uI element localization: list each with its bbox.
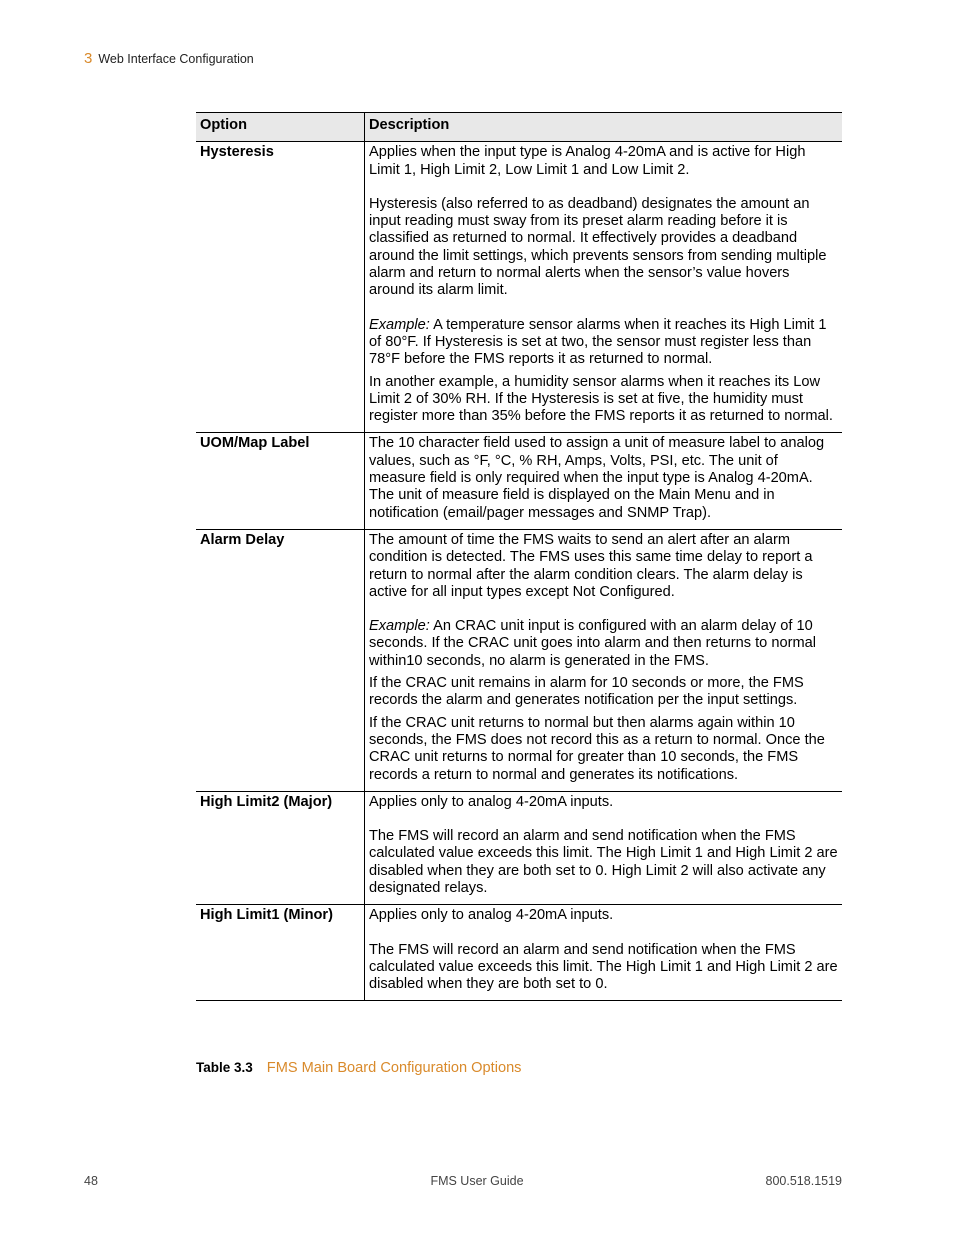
example-label: Example: [369,618,430,635]
table-row [196,791,842,904]
description-paragraph [369,144,838,179]
page-header [84,50,254,67]
description-paragraph [369,828,838,897]
option-name: Hysteresis [196,142,365,433]
option-description [365,433,843,529]
table-body [196,142,842,1001]
paragraph-text: Applies only to analog 4-20mA inputs. [369,793,614,810]
table-row [196,142,842,433]
table-row [196,905,842,1001]
option-name: High Limit2 (Major) [196,791,365,904]
description-paragraph [369,196,838,300]
option-name: High Limit1 (Minor) [196,905,365,1001]
paragraph-text: Applies only to analog 4-20mA inputs. [369,907,614,924]
paragraph-text: In another example, a humidity sensor alarms when it reaches its Low Limit 2 of 30% RH. If the Hysteresis is set at five, the humidity must register more than 35% before the FMS reports it as returned to normal. [369,373,833,425]
chapter-title: Web Interface Configuration [98,52,254,66]
table-header-row [196,113,842,142]
option-description [365,142,843,433]
description-paragraph [369,435,838,521]
paragraph-text: The FMS will record an alarm and send notification when the FMS calculated value exceeds this limit. The High Limit 1 and High Limit 2 are disabled when they are both set to 0. [369,941,838,993]
description-paragraph [369,317,838,369]
table-caption [196,1060,521,1076]
table-row [196,529,842,791]
chapter-number: 3 [84,50,93,67]
paragraph-text: The 10 character field used to assign a unit of measure label to analog values, such as °F, °C, % RH, Amps, Volts, PSI, etc. The unit of measure field is only required when the input type is Analog 4-20mA. The unit of measure field is displayed on the Main Menu and in notification (email/pager messages and SNMP Trap). [369,435,825,521]
option-description [365,905,843,1001]
document-title: FMS User Guide [430,1174,524,1188]
description-paragraph [369,618,838,670]
description-paragraph [369,907,838,924]
column-header-description: Description [365,113,843,142]
caption-label: Table 3.3 [196,1060,253,1075]
description-paragraph [369,942,838,994]
configuration-options-table [196,112,842,1001]
caption-title: FMS Main Board Configuration Options [266,1060,522,1076]
paragraph-text: If the CRAC unit remains in alarm for 10 seconds or more, the FMS records the alarm and generates notification per the input settings. [369,675,804,709]
column-header-option: Option [196,113,365,142]
option-description [365,529,843,791]
option-description [365,791,843,904]
table-row [196,433,842,529]
description-paragraph [369,715,838,784]
paragraph-text: Applies when the input type is Analog 4-20mA and is active for High Limit 1, High Limit 2, Low Limit 1 and Low Limit 2. [369,144,806,178]
phone-number: 800.518.1519 [765,1174,842,1188]
option-name: UOM/Map Label [196,433,365,529]
description-paragraph [369,794,838,811]
option-name: Alarm Delay [196,529,365,791]
paragraph-text: An CRAC unit input is configured with an alarm delay of 10 seconds. If the CRAC unit goes into alarm and then returns to normal within10 seconds, no alarm is generated in the FMS. [369,618,816,669]
paragraph-text: A temperature sensor alarms when it reaches its High Limit 1 of 80°F. If Hysteresis is set at two, the sensor must register less than 78°F before the FMS reports it as returned to normal. [369,316,827,368]
paragraph-text: Hysteresis (also referred to as deadband) designates the amount an input reading must sway from its preset alarm reading before it is classified as returned to normal. It effectively provides a deadband around the limit settings, which prevents sensors from sending multiple alarm and return to normal alerts when the sensor’s value hovers around its alarm limit. [369,195,827,299]
page-number: 48 [84,1174,98,1188]
description-paragraph [369,532,838,601]
paragraph-text: The amount of time the FMS waits to send an alert after an alarm condition is detected. The FMS uses this same time delay to report a return to normal after the alarm condition clears. The alarm delay is active for all input types except Not Configured. [369,531,813,600]
paragraph-text: The FMS will record an alarm and send notification when the FMS calculated value exceeds this limit. The High Limit 1 and High Limit 2 are disabled when they are both set to 0. High Limit 2 will also activate any designated relays. [369,828,838,896]
description-paragraph [369,675,838,710]
description-paragraph [369,374,838,426]
example-label: Example: [369,316,430,333]
paragraph-text: If the CRAC unit returns to normal but then alarms again within 10 seconds, the FMS does not record this as a return to normal. Once the CRAC unit returns to normal for greater than 10 seconds, the FMS records a return to normal and generates its notifications. [369,714,825,783]
